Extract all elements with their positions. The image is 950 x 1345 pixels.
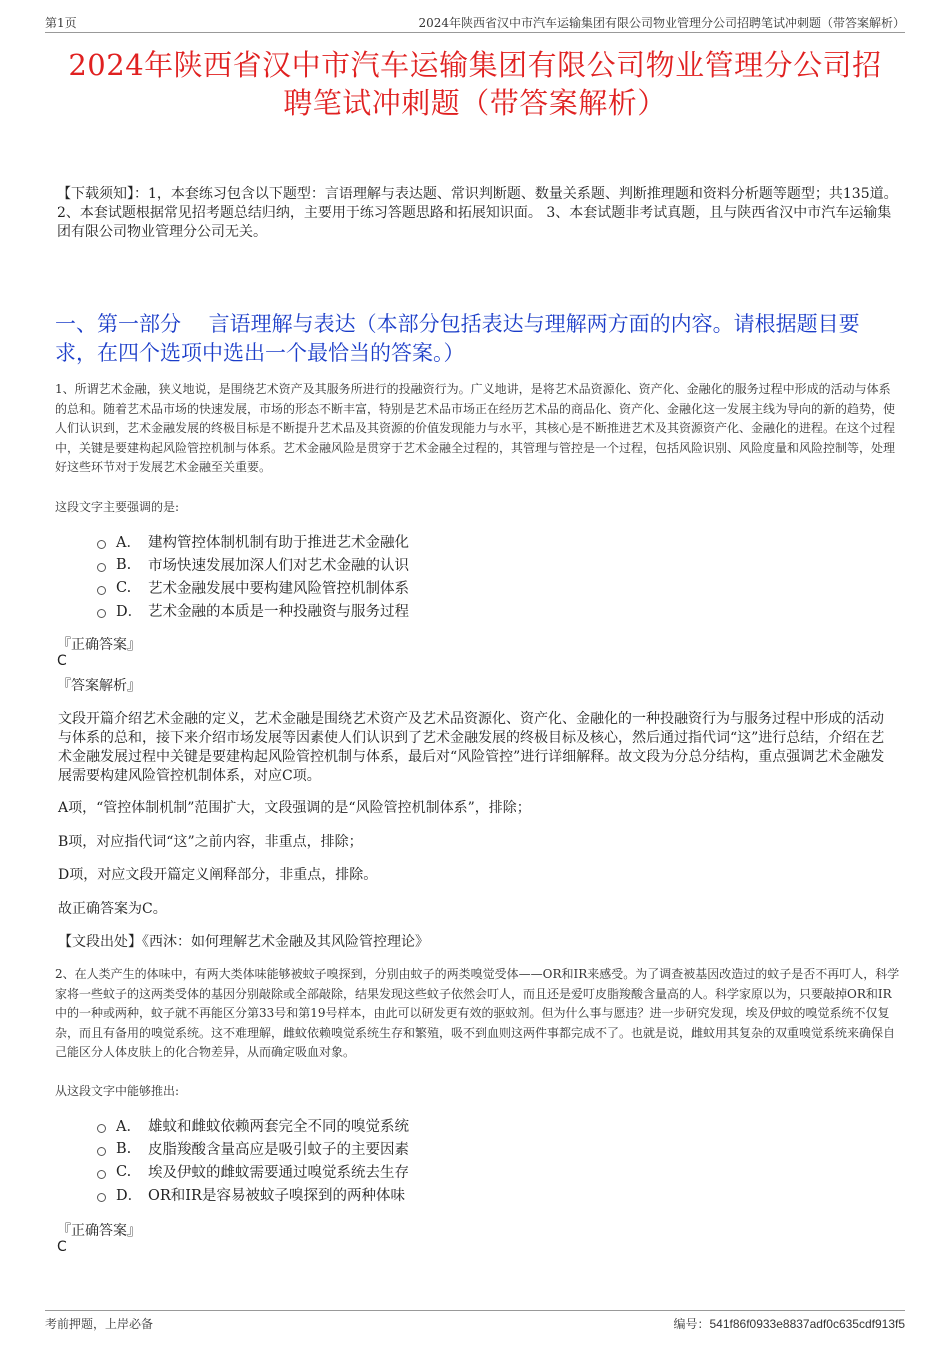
footer-serial bbox=[673, 1315, 905, 1332]
option-text: 艺术金融的本质是一种投融资与服务过程 bbox=[148, 604, 409, 620]
option-text: 埃及伊蚊的雌蚊需要通过嗅觉系统去生存 bbox=[148, 1165, 409, 1181]
option-text: 皮脂羧酸含量高应是吸引蚊子的主要因素 bbox=[148, 1142, 409, 1158]
footer-slogan: 考前押题，上岸必备 bbox=[45, 1317, 154, 1331]
q2-option-a[interactable] bbox=[97, 1114, 409, 1137]
q1-option-b[interactable] bbox=[97, 553, 409, 576]
radio-icon[interactable] bbox=[97, 563, 106, 572]
q1-answer: C bbox=[57, 653, 67, 669]
download-notice: 【下载须知】：1，本套练习包含以下题型：言语理解与表达题、常识判断题、数量关系题、判断推理题和资料分析题等题型；共135道。 2、本套试题根据常见招考题总结归纳，主要用于练习答题思路和拓展知识面。 3、本套试题非考试真题，且与陕西省汉中市汽车运输集团有限公司物业管理分公司无关。 bbox=[57, 186, 898, 240]
option-letter: B. bbox=[116, 1140, 132, 1157]
option-letter: D． bbox=[116, 604, 143, 620]
option-letter: D． bbox=[116, 1188, 143, 1204]
q1-exclusion-d: D项，对应文段开篇定义阐释部分，非重点，排除。 bbox=[58, 867, 378, 883]
option-text: 雄蚊和雌蚊依赖两套完全不同的嗅觉系统 bbox=[148, 1119, 409, 1135]
title-line-2: 聘笔试冲刺题（带答案解析） bbox=[283, 86, 667, 120]
q1-stem: 1、所谓艺术金融，狭义地说，是围绕艺术资产及其服务所进行的投融资行为。广义地讲，是将艺术品资源化、资产化、金融化的服务过程中形成的活动与体系的总和。随着艺术品市场的快速发展，市场的形态不断丰富，特别是艺术品市场正在经历艺术品的商品化、资产化、金融化这一发展主线为导向的新的趋势，使人们认识到，艺术金融发展的终极目标是不断提升艺术品及其资源的价值发现能力与水平，其核心是不断推进艺术及其资源资产化、金融化的进程。在这个过程中，关键是要建构起风险管控机制与体系。艺术金融风险是贯穿于艺术金融全过程的，其管理与管控是一个过程，包括风险识别、风险度量和风险控制等，处理好这些环节对于发展艺术金融至关重要。 bbox=[55, 382, 896, 474]
radio-icon[interactable] bbox=[97, 1147, 106, 1156]
page-header bbox=[45, 14, 905, 33]
q2-stem: 2、在人类产生的体味中，有两大类体味能够被蚊子嗅探到，分别由蚊子的两类嗅觉受体——OR和IR来感受。为了调查被基因改造过的蚊子是否不再叮人，科学家将一些蚊子的这两类受体的基因分别敲除或全部敲除，结果发现这些蚊子依然会叮人，而且还是爱叮皮脂羧酸含量高的人。科学家原以为，只要敲掉OR和IR中的一种或两种，蚊子就不再能区分第33号和第19号样本，由此可以研发更有效的驱蚊剂。但为什么事与愿违？进一步研究发现，埃及伊蚊的嗅觉系统不仅复杂，而且有备用的嗅觉系统。这不难理解，雌蚊依赖嗅觉系统生存和繁殖，吸不到血则这两件事都完成不了。也就是说，雌蚊用其复杂的双重嗅觉系统来确保自己能区分人体皮肤上的化合物差异，从而确定吸血对象。 bbox=[55, 967, 900, 1059]
option-letter: C. bbox=[116, 1163, 132, 1180]
option-text: 建构管控体制机制有助于推进艺术金融化 bbox=[148, 535, 409, 551]
q1-option-d[interactable] bbox=[97, 599, 409, 622]
radio-icon[interactable] bbox=[97, 609, 106, 618]
q1-analysis: 文段开篇介绍艺术金融的定义，艺术金融是围绕艺术资产及艺术品资源化、资产化、金融化的一种投融资行为与服务过程中形成的活动与体系的总和，接下来介绍市场发展等因素使人们认识到了艺术金融发展的终极目标及核心，然后通过指代词“这”进行总结，介绍在艺术金融发展过程中关键是要建构起风险管控机制与体系，最后对“风险管控”进行详细解释。故文段为分总分结构，重点强调艺术金融发展需要构建风险管控机制体系，对应C项。 bbox=[58, 711, 885, 784]
radio-icon[interactable] bbox=[97, 1124, 106, 1133]
section-heading: 一、第一部分 言语理解与表达（本部分包括表达与理解两方面的内容。请根据题目要求，在四个选项中选出一个最恰当的答案。） bbox=[55, 312, 860, 365]
serial-label: 编号： bbox=[673, 1317, 710, 1331]
page-footer bbox=[45, 1310, 905, 1332]
q1-exclusion-a: A项，“管控体制机制”范围扩大，文段强调的是“风险管控机制体系”，排除； bbox=[58, 800, 531, 816]
title-line-1: 2024年陕西省汉中市汽车运输集团有限公司物业管理分公司招 bbox=[68, 48, 882, 82]
radio-icon[interactable] bbox=[97, 1193, 106, 1202]
option-letter: A． bbox=[116, 535, 141, 551]
q1-prompt: 这段文字主要强调的是: bbox=[55, 500, 180, 514]
q1-source: 【文段出处】《西沐：如何理解艺术金融及其风险管控理论》 bbox=[58, 934, 429, 950]
q1-analysis-label: 『答案解析』 bbox=[57, 678, 141, 694]
option-text: OR和IR是容易被蚊子嗅探到的两种体味 bbox=[148, 1188, 405, 1204]
q1-conclusion: 故正确答案为C。 bbox=[58, 901, 167, 917]
serial-code: 541f86f0933e8837adf0c635cdf913f5 bbox=[709, 1317, 905, 1331]
q2-answer: C bbox=[57, 1239, 67, 1255]
option-text: 艺术金融发展中要构建风险管控机制体系 bbox=[148, 581, 409, 597]
q1-answer-label: 『正确答案』 bbox=[57, 637, 141, 653]
radio-icon[interactable] bbox=[97, 1170, 106, 1179]
q1-exclusion-b: B项，对应指代词“这”之前内容，非重点，排除； bbox=[58, 834, 363, 850]
q2-prompt: 从这段文字中能够推出: bbox=[55, 1084, 180, 1098]
header-doc-title: 2024年陕西省汉中市汽车运输集团有限公司物业管理分公司招聘笔试冲刺题（带答案解析） bbox=[418, 16, 905, 30]
q2-option-c[interactable] bbox=[97, 1160, 409, 1183]
q2-option-d[interactable] bbox=[97, 1183, 409, 1206]
page-number: 第1页 bbox=[45, 16, 77, 30]
q1-option-a[interactable] bbox=[97, 530, 409, 553]
radio-icon[interactable] bbox=[97, 586, 106, 595]
q2-options bbox=[97, 1114, 409, 1206]
option-text: 市场快速发展加深人们对艺术金融的认识 bbox=[148, 558, 409, 574]
option-letter: B. bbox=[116, 556, 132, 573]
option-letter: C. bbox=[116, 579, 132, 596]
document-title bbox=[40, 46, 910, 122]
q1-options bbox=[97, 530, 409, 622]
q2-option-b[interactable] bbox=[97, 1137, 409, 1160]
q2-answer-label: 『正确答案』 bbox=[57, 1223, 141, 1239]
q1-option-c[interactable] bbox=[97, 576, 409, 599]
option-letter: A． bbox=[116, 1119, 141, 1135]
radio-icon[interactable] bbox=[97, 540, 106, 549]
